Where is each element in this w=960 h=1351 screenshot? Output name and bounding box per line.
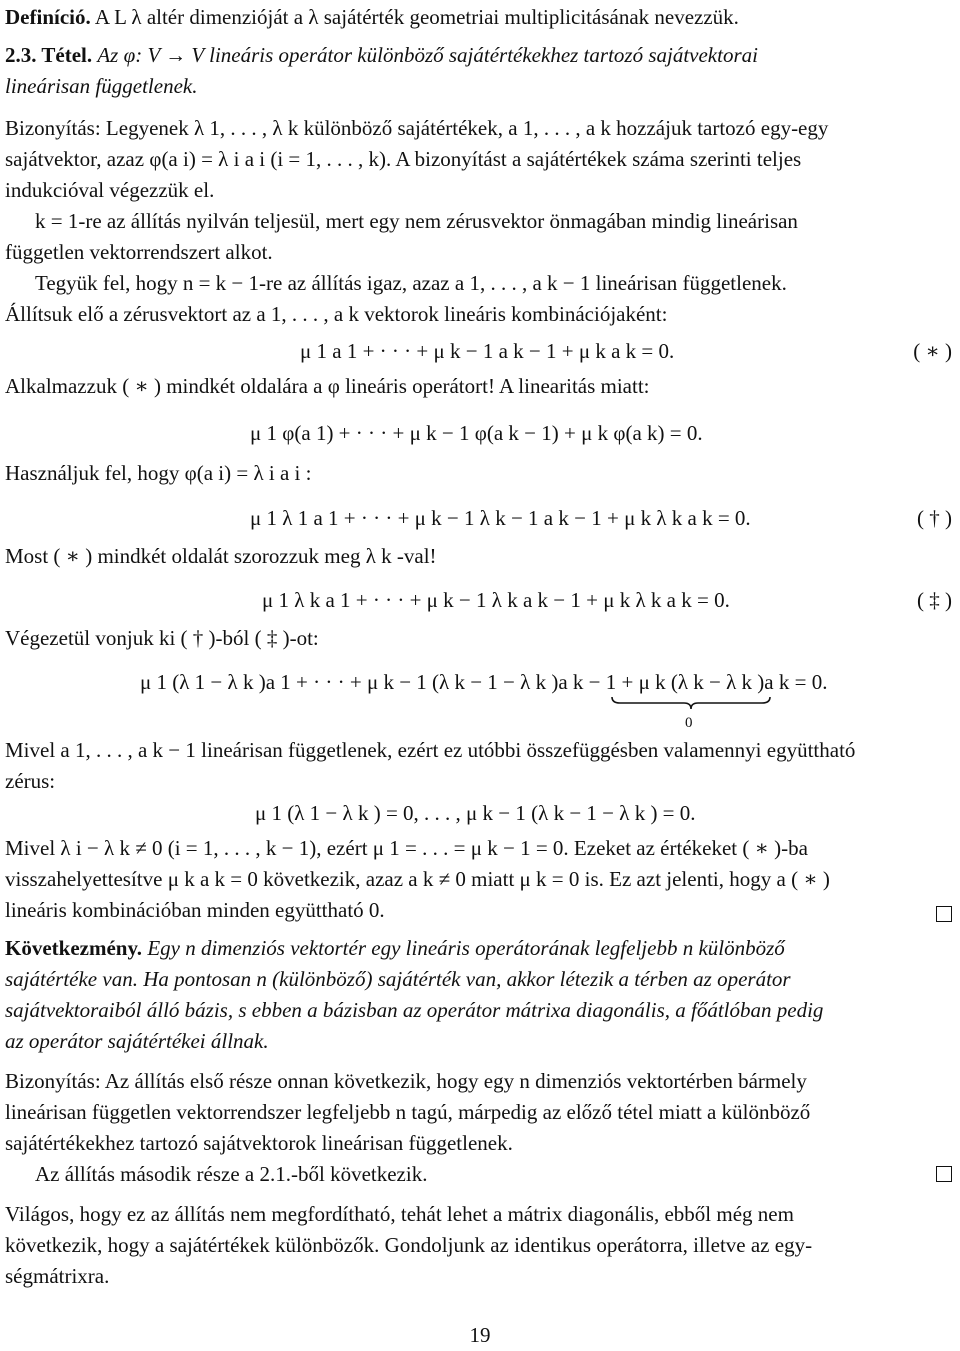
corollary-label: Következmény. <box>5 936 143 960</box>
proof-1 <box>5 113 955 330</box>
proof-line: indukcióval végezzük el. <box>5 178 215 202</box>
equation-ddagger: μ 1 λ k a 1 + · · · + μ k − 1 λ k a k − 1 + μ k λ k a k = 0. <box>262 588 730 612</box>
equation-difference <box>140 667 827 698</box>
corollary-line: az operátor sajátértékei állnak. <box>5 1029 269 1053</box>
definition-label: Definíció. <box>5 5 91 29</box>
text-line: Alkalmazzuk ( ∗ ) mindkét oldalára a φ lineáris operátort! A linearitás miatt: <box>5 374 650 398</box>
equation-part: μ 1 (λ 1 − λ k )a 1 + · · · + μ k − 1 (λ k − 1 − λ k )a k − 1 + <box>140 670 639 694</box>
proof-line: Legyenek λ 1, . . . , λ k különböző sajátértékek, a 1, . . . , a k hozzájuk tartozó egy-egy <box>105 116 829 140</box>
theorem-line: lineárisan függetlenek. <box>5 74 198 98</box>
equation-zero: μ 1 (λ 1 − λ k ) = 0, . . . , μ k − 1 (λ k − 1 − λ k ) = 0. <box>255 801 696 825</box>
theorem-label: 2.3. Tétel. <box>5 43 93 67</box>
qed-square-icon <box>936 906 952 922</box>
text-line: Végezetül vonjuk ki ( † )-ból ( ‡ )-ot: <box>5 626 319 650</box>
proof-line: Az állítás második része a 2.1.-ből következik. <box>35 1162 428 1186</box>
text-line: következik, hogy a sajátértékek különbözők. Gondoljunk az identikus operátorra, illetve az egy- <box>5 1233 813 1257</box>
proof-label: Bizonyítás: <box>5 1069 101 1093</box>
proof-line: lineárisan független vektorrendszer legfeljebb n tagú, márpedig az előző tétel miatt a különböző <box>5 1100 811 1124</box>
definition <box>5 2 955 33</box>
proof-line: sajátvektor, azaz φ(a i) = λ i a i (i = 1, . . . , k). A bizonyítást a sajátértékek száma szerinti teljes <box>5 147 802 171</box>
proof-conclusion <box>5 833 955 926</box>
text-line: lineáris kombinációban minden együttható 0. <box>5 898 385 922</box>
proof-continued <box>5 735 955 797</box>
corollary-line: Egy n dimenziós vektortér egy lineáris operátorának legfeljebb n különböző <box>147 936 785 960</box>
corollary <box>5 933 955 1057</box>
text-line: Mivel λ i − λ k ≠ 0 (i = 1, . . . , k − 1), ezért μ 1 = . . . = μ k − 1 = 0. Ezeket az értékeket ( ∗ )-ba <box>5 836 808 860</box>
equation-tag: ( † ) <box>917 506 952 530</box>
text-line: visszahelyettesítve μ k a k = 0 következik, azaz a k ≠ 0 miatt μ k = 0 is. Ez azt jelenti, hogy a ( ∗ ) <box>5 867 830 891</box>
definition-text: A L λ altér dimenzióját a λ sajátérték geometriai multiplicitásának nevezzük. <box>94 5 739 29</box>
proof-line: Tegyük fel, hogy n = k − 1-re az állítás igaz, azaz a 1, . . . , a k − 1 lineárisan függetlenek. <box>35 271 787 295</box>
underbrace-label: 0 <box>685 715 693 731</box>
proof-2 <box>5 1066 955 1190</box>
remark <box>5 1199 955 1292</box>
page-number: 19 <box>469 1323 491 1347</box>
theorem-line: Az φ: V → V lineáris operátor különböző sajátértékekhez tartozó sajátvektorai <box>97 43 758 67</box>
proof-line: Az állítás első része onnan következik, hogy egy n dimenziós vektortérben bármely <box>104 1069 807 1093</box>
proof-line: sajátértékekhez tartozó sajátvektorok lineárisan függetlenek. <box>5 1131 513 1155</box>
proof-line: k = 1-re az állítás nyilván teljesül, mert egy nem zérusvektor önmagában mindig lineárisan <box>35 209 798 233</box>
text-line: ségmátrixra. <box>5 1264 110 1288</box>
proof-label: Bizonyítás: <box>5 116 101 140</box>
equation-star: μ 1 a 1 + · · · + μ k − 1 a k − 1 + μ k a k = 0. <box>300 339 675 363</box>
text-line: Mivel a 1, . . . , a k − 1 lineárisan függetlenek, ezért ez utóbbi összefüggésben valamennyi együttható <box>5 738 856 762</box>
equation-tag: ( ∗ ) <box>913 339 952 363</box>
theorem <box>5 40 955 102</box>
text-line: Használjuk fel, hogy φ(a i) = λ i a i : <box>5 461 312 485</box>
equation-phi: μ 1 φ(a 1) + · · · + μ k − 1 φ(a k − 1) + μ k φ(a k) = 0. <box>250 421 703 445</box>
corollary-line: sajátértéke van. Ha pontosan n (különböző) sajátérték van, akkor létezik a térben az operátor <box>5 967 791 991</box>
equation-dagger: μ 1 λ 1 a 1 + · · · + μ k − 1 λ k − 1 a k − 1 + μ k λ k a k = 0. <box>250 506 751 530</box>
corollary-line: sajátvektoraiból álló bázis, s ebben a bázisban az operátor mátrixa diagonális, a főátlóban pedig <box>5 998 824 1022</box>
qed-square-icon <box>936 1166 952 1182</box>
text-line: Most ( ∗ ) mindkét oldalát szorozzuk meg λ k -val! <box>5 544 437 568</box>
underbraced-term: μ k (λ k − λ k )a k <box>638 670 790 694</box>
equation-tag: ( ‡ ) <box>917 588 952 612</box>
equation-part: = 0. <box>789 670 828 694</box>
proof-line: független vektorrendszert alkot. <box>5 240 273 264</box>
proof-line: Állítsuk elő a zérusvektort az a 1, . . . , a k vektorok lineáris kombinációjaként: <box>5 302 668 326</box>
text-line: zérus: <box>5 769 56 793</box>
text-line: Világos, hogy ez az állítás nem megfordítható, tehát lehet a mátrix diagonális, ebből még nem <box>5 1202 794 1226</box>
